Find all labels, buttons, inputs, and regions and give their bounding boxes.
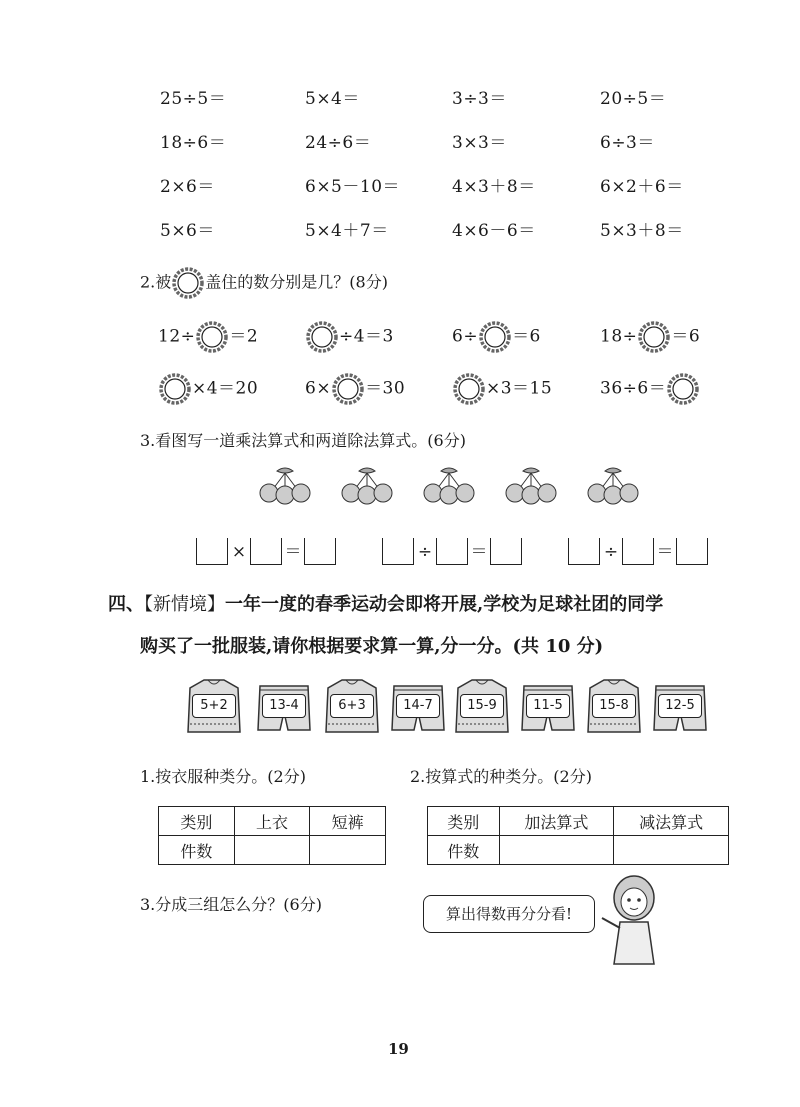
expression-type-table [427, 806, 729, 865]
expression-label: 15-8 [592, 694, 636, 718]
jacket-item [454, 676, 510, 736]
flower-blank-icon[interactable] [331, 372, 365, 406]
flower-blank-icon[interactable] [478, 320, 512, 354]
table-header: 减法算式 [614, 807, 729, 836]
cover-equation: 6÷ ＝6 [452, 320, 541, 354]
table-header: 类别 [159, 807, 235, 836]
speech-bubble: 算出得数再分分看! [423, 895, 595, 933]
cover-equation: 18÷ ＝6 [600, 320, 700, 354]
answer-box[interactable] [568, 538, 600, 565]
shorts-item [520, 676, 576, 736]
answer-row-multiplication: × ＝ [196, 538, 336, 565]
equation: 4×3＋8＝ [452, 177, 536, 197]
answer-box[interactable] [676, 538, 708, 565]
answer-box[interactable] [304, 538, 336, 565]
cover-equation: ×3＝15 [452, 372, 552, 406]
equation: 18÷6＝ [160, 133, 227, 153]
table-header: 短裤 [310, 807, 386, 836]
flower-blank-icon[interactable] [637, 320, 671, 354]
equation: 3×3＝ [452, 133, 507, 153]
sub-question-3: 3.分成三组怎么分？(6分) [140, 895, 322, 914]
question-3-title: 3.看图写一道乘法算式和两道除法算式。(6分) [140, 431, 466, 450]
question-2-suffix: 盖住的数分别是几？(8分) [205, 272, 388, 292]
flower-blank-icon[interactable] [195, 320, 229, 354]
equation: 5×4＝ [305, 89, 360, 109]
shorts-item [652, 676, 708, 736]
expression-label: 6+3 [330, 694, 374, 718]
sub-question-1: 1.按衣服种类分。(2分) [140, 767, 306, 786]
equation: 25÷5＝ [160, 89, 227, 109]
equation: 24÷6＝ [305, 133, 372, 153]
equation: 5×4＋7＝ [305, 221, 389, 241]
expression-label: 14-7 [396, 694, 440, 718]
flower-blank-icon[interactable] [452, 372, 486, 406]
flower-blank-icon[interactable] [666, 372, 700, 406]
section-number: 四、 [108, 594, 144, 615]
equation: 2×6＝ [160, 177, 215, 197]
jacket-item [186, 676, 242, 736]
answer-row-division-1: ÷ ＝ [382, 538, 522, 565]
equation: 6÷3＝ [600, 133, 655, 153]
table-header: 上衣 [234, 807, 310, 836]
cherries-illustration [245, 465, 645, 507]
equation: 5×3＋8＝ [600, 221, 684, 241]
answer-box[interactable] [622, 538, 654, 565]
section-4-line-1 [108, 590, 663, 616]
answer-row-division-2: ÷ ＝ [568, 538, 708, 565]
flower-icon [171, 266, 205, 300]
expression-label: 15-9 [460, 694, 504, 718]
flower-blank-icon[interactable] [158, 372, 192, 406]
cover-equation: 6× ＝30 [305, 372, 405, 406]
jacket-item [586, 676, 642, 736]
answer-box[interactable] [436, 538, 468, 565]
table-input-cell[interactable] [234, 836, 310, 865]
answer-box[interactable] [382, 538, 414, 565]
answer-box[interactable] [196, 538, 228, 565]
expression-label: 13-4 [262, 694, 306, 718]
equation: 6×5－10＝ [305, 177, 401, 197]
section-4-line-2: 购买了一批服装,请你根据要求算一算,分一分。(共 10 分) [140, 636, 604, 657]
sub-question-2: 2.按算式的种类分。(2分) [410, 767, 592, 786]
table-row-label: 件数 [159, 836, 235, 865]
cover-equation: ×4＝20 [158, 372, 258, 406]
shorts-item [256, 676, 312, 736]
table-row-label: 件数 [428, 836, 500, 865]
question-2-title [140, 266, 388, 300]
expression-label: 12-5 [658, 694, 702, 718]
clothing-type-table [158, 806, 386, 865]
equation: 4×6－6＝ [452, 221, 536, 241]
section-tag: 【新情境】 [144, 594, 225, 615]
expression-label: 11-5 [526, 694, 570, 718]
equation: 5×6＝ [160, 221, 215, 241]
cover-equation: 12÷ ＝2 [158, 320, 258, 354]
table-input-cell[interactable] [499, 836, 614, 865]
equation: 3÷3＝ [452, 89, 507, 109]
jacket-item [324, 676, 380, 736]
shorts-item [390, 676, 446, 736]
equation: 20÷5＝ [600, 89, 667, 109]
expression-label: 5+2 [192, 694, 236, 718]
girl-avatar-icon [596, 872, 666, 967]
page-number: 19 [388, 1040, 409, 1058]
table-input-cell[interactable] [614, 836, 729, 865]
cherry-bunch-icon [260, 468, 638, 504]
answer-box[interactable] [490, 538, 522, 565]
question-2-prefix: 2.被 [140, 272, 172, 292]
flower-blank-icon[interactable] [305, 320, 339, 354]
equation: 6×2＋6＝ [600, 177, 684, 197]
cover-equation: ÷4＝3 [305, 320, 394, 354]
table-input-cell[interactable] [310, 836, 386, 865]
section-text: 一年一度的春季运动会即将开展,学校为足球社团的同学 [225, 594, 664, 615]
answer-box[interactable] [250, 538, 282, 565]
cover-equation: 36÷6＝ [600, 372, 700, 406]
table-header: 加法算式 [499, 807, 614, 836]
table-header: 类别 [428, 807, 500, 836]
